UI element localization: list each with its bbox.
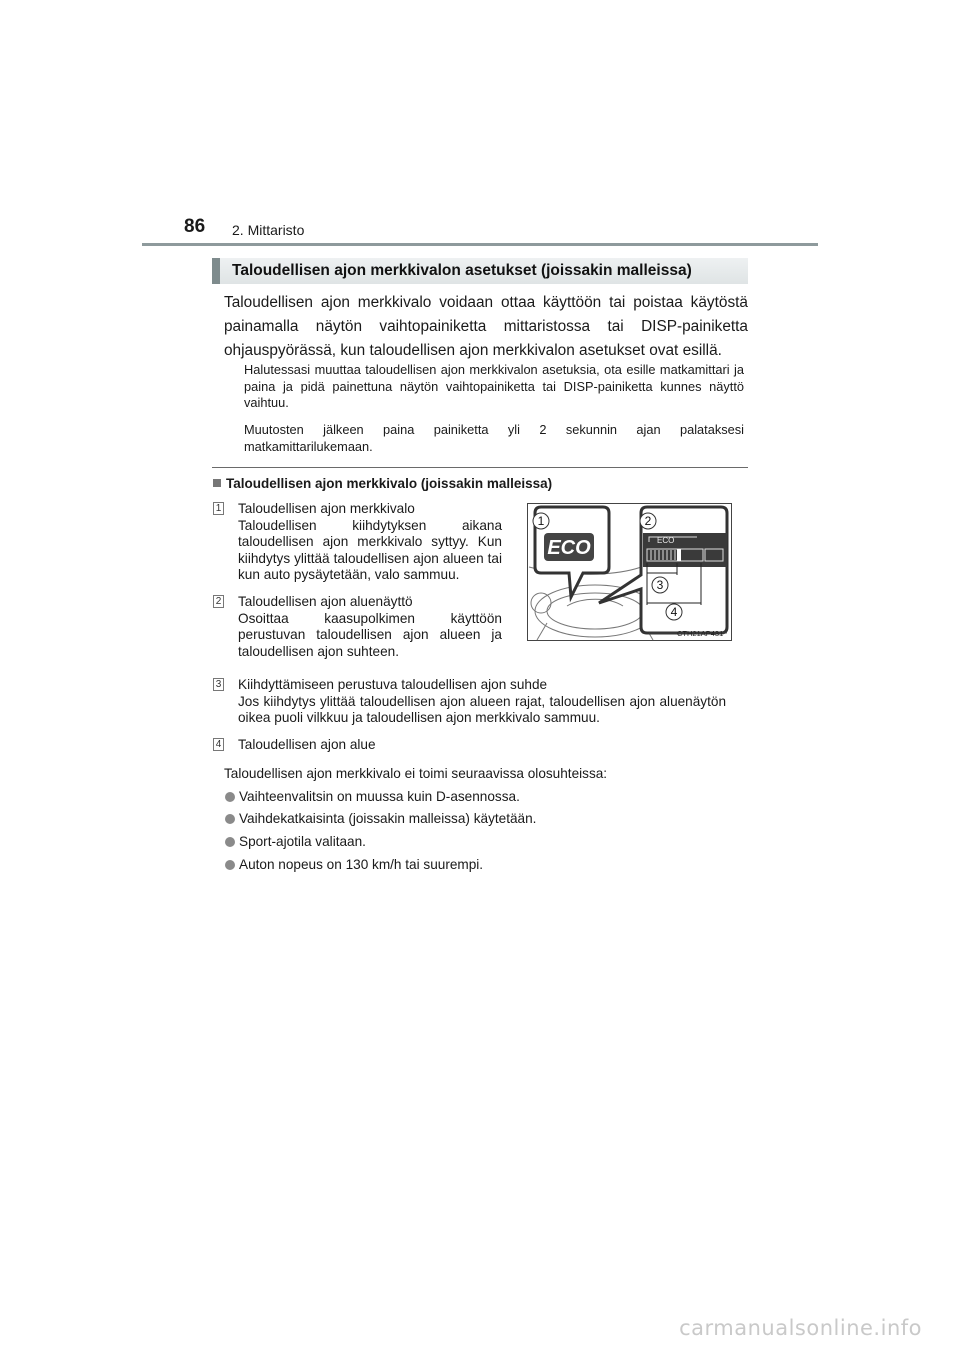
- bullet-dot-icon: [225, 814, 235, 824]
- note-paragraph: Halutessasi muuttaa taloudellisen ajon merkkivalon asetuksia, ota esille matkamittari ja paina ja pidä painettuna näytön vaihtopainiketta tai DISP-painiketta kunnes näyttö vaihtuu.: [244, 362, 744, 410]
- item-number: 1: [213, 502, 224, 515]
- item-body: Osoittaa kaasupolkimen käyttöön perustuvan taloudellisen ajon alueen ja taloudellisen ajon suhteen.: [238, 610, 502, 659]
- eco-indicator-illustration: [527, 503, 732, 641]
- footer-watermark: carmanualsonline.info: [679, 1316, 922, 1340]
- subsection-heading-text: Taloudellisen ajon merkkivalo (joissakin malleissa): [226, 476, 553, 491]
- header-rule: [142, 243, 818, 246]
- figure-code: CTH21AP431: [677, 629, 724, 638]
- bullet-dot-icon: [225, 837, 235, 847]
- chapter-title: 2. Mittaristo: [232, 222, 305, 238]
- condition-text: Auton nopeus on 130 km/h tai suurempi.: [239, 857, 484, 872]
- bullet-dot-icon: [225, 792, 235, 802]
- item-title: Kiihdyttämiseen perustuva taloudellisen ajon suhde: [238, 677, 548, 692]
- subsection-heading: [213, 476, 552, 491]
- item-title: Taloudellisen ajon aluenäyttö: [238, 594, 413, 609]
- item-body: Jos kiihdytys ylittää taloudellisen ajon alueen rajat, taloudellisen ajon aluenäytön oikea puoli vilkkuu ja taloudellisen ajon merkkivalo sammuu.: [238, 693, 726, 725]
- page-number: 86: [184, 216, 206, 237]
- callout-1: 1: [537, 514, 545, 528]
- callout-4: 4: [670, 605, 678, 619]
- section-divider: [212, 467, 748, 468]
- note-paragraph: Muutosten jälkeen paina painiketta yli 2 sekunnin ajan palataksesi matkamittarilukemaan.: [244, 422, 744, 454]
- item-number: 2: [213, 595, 224, 608]
- display-eco-label: ECO: [657, 536, 675, 545]
- section-heading: [212, 258, 748, 284]
- item-number: 4: [213, 738, 224, 751]
- item-title: Taloudellisen ajon merkkivalo: [238, 501, 415, 516]
- item-body: Taloudellisen kiihdytyksen aikana taloudellisen ajon merkkivalo syttyy. Kun kiihdytys ylittää taloudellisen ajon alueen tai kun auto pysäytetään, valo sammuu.: [238, 517, 502, 582]
- callout-3: 3: [656, 578, 664, 592]
- intro-paragraph: Taloudellisen ajon merkkivalo voidaan ottaa käyttöön tai poistaa käytöstä painamalla näytön vaihtopainiketta mittaristossa tai DISP-painiketta ohjauspyörässä, kun taloudellisen ajon merkkivalon asetukset ovat esillä.: [224, 294, 748, 359]
- square-bullet-icon: [213, 479, 221, 487]
- condition-text: Vaihdekatkaisinta (joissakin malleissa) käytetään.: [239, 811, 537, 826]
- eco-indicator-label: ECO: [547, 537, 591, 559]
- item-number: 3: [213, 678, 224, 691]
- condition-text: Vaihteenvalitsin on muussa kuin D-asennossa.: [239, 789, 520, 804]
- callout-2: 2: [644, 514, 652, 528]
- condition-text: Sport-ajotila valitaan.: [239, 834, 366, 849]
- item-title: Taloudellisen ajon alue: [238, 737, 376, 752]
- section-heading-text: Taloudellisen ajon merkkivalon asetukset (joissakin malleissa): [232, 262, 692, 279]
- conditions-intro: Taloudellisen ajon merkkivalo ei toimi seuraavissa olosuhteissa:: [224, 766, 608, 781]
- bullet-dot-icon: [225, 860, 235, 870]
